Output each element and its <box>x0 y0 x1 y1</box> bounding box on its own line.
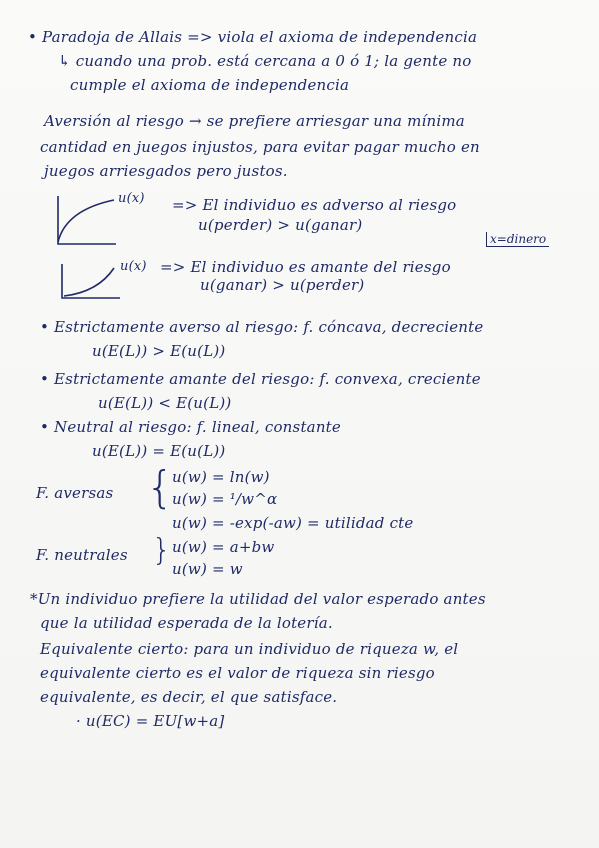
allais-detail-line-2: cumple el axioma de independencia <box>70 76 350 94</box>
neutral-functions-label: F. neutrales <box>36 546 128 564</box>
certainty-equivalent-line-1: Equivalente cierto: para un individuo de riqueza w, el <box>40 640 459 658</box>
graph1-text-b: u(perder) > u(ganar) <box>198 216 363 234</box>
preference-note-line-1: *Un individuo prefiere la utilidad del valor esperado antes <box>30 590 486 608</box>
averse-brace: { <box>146 462 174 513</box>
risk-aversion-line-2: cantidad en juegos injustos, para evitar pagar mucho en <box>40 138 480 156</box>
strictly-lover-line: • Estrictamente amante del riesgo: f. convexa, creciente <box>40 370 481 388</box>
allais-detail-line-1: ↳ cuando una prob. está cercana a 0 ó 1; la gente no <box>58 52 472 70</box>
graph1-text-a: => El individuo es adverso al riesgo <box>172 196 457 214</box>
preference-note-line-2: que la utilidad esperada de la lotería. <box>40 614 333 632</box>
graph1-axis-label: u(x) <box>118 191 145 206</box>
strictly-lover-formula: u(E(L)) < E(u(L)) <box>98 394 232 412</box>
averse-functions-label: F. aversas <box>36 484 114 502</box>
allais-paradox-line: • Paradoja de Allais => viola el axioma de independencia <box>28 28 478 46</box>
risk-aversion-line-3: juegos arriesgados pero justos. <box>44 162 288 180</box>
neutral-brace: } <box>152 533 172 568</box>
neutral-line: • Neutral al riesgo: f. lineal, constante <box>40 418 341 436</box>
risk-aversion-line-1: Aversión al riesgo → se prefiere arriesgar una mínima <box>44 112 465 130</box>
certainty-equivalent-line-2: equivalente cierto es el valor de riqueza sin riesgo <box>40 664 435 682</box>
averse-func-1: u(w) = ln(w) <box>172 468 270 486</box>
graph2-text-a: => El individuo es amante del riesgo <box>160 258 451 276</box>
neutral-formula: u(E(L)) = E(u(L)) <box>92 442 226 460</box>
averse-func-2: u(w) = ¹/w^α <box>172 490 278 508</box>
neutral-func-1: u(w) = a+bw <box>172 538 275 556</box>
neutral-func-2: u(w) = w <box>172 560 243 578</box>
graph2-text-b: u(ganar) > u(perder) <box>200 276 365 294</box>
convex-utility-graph <box>56 262 126 302</box>
certainty-equivalent-formula: · u(EC) = EU[w+a] <box>76 712 225 730</box>
strictly-averse-line: • Estrictamente averso al riesgo: f. cóncava, decreciente <box>40 318 484 336</box>
averse-func-3: u(w) = -exp(-aw) = utilidad cte <box>172 514 414 532</box>
graph2-axis-label: u(x) <box>120 259 147 274</box>
strictly-averse-formula: u(E(L)) > E(u(L)) <box>92 342 226 360</box>
concave-utility-graph <box>52 192 122 248</box>
certainty-equivalent-line-3: equivalente, es decir, el que satisface. <box>40 688 338 706</box>
money-note-box: x=dinero <box>486 232 549 247</box>
